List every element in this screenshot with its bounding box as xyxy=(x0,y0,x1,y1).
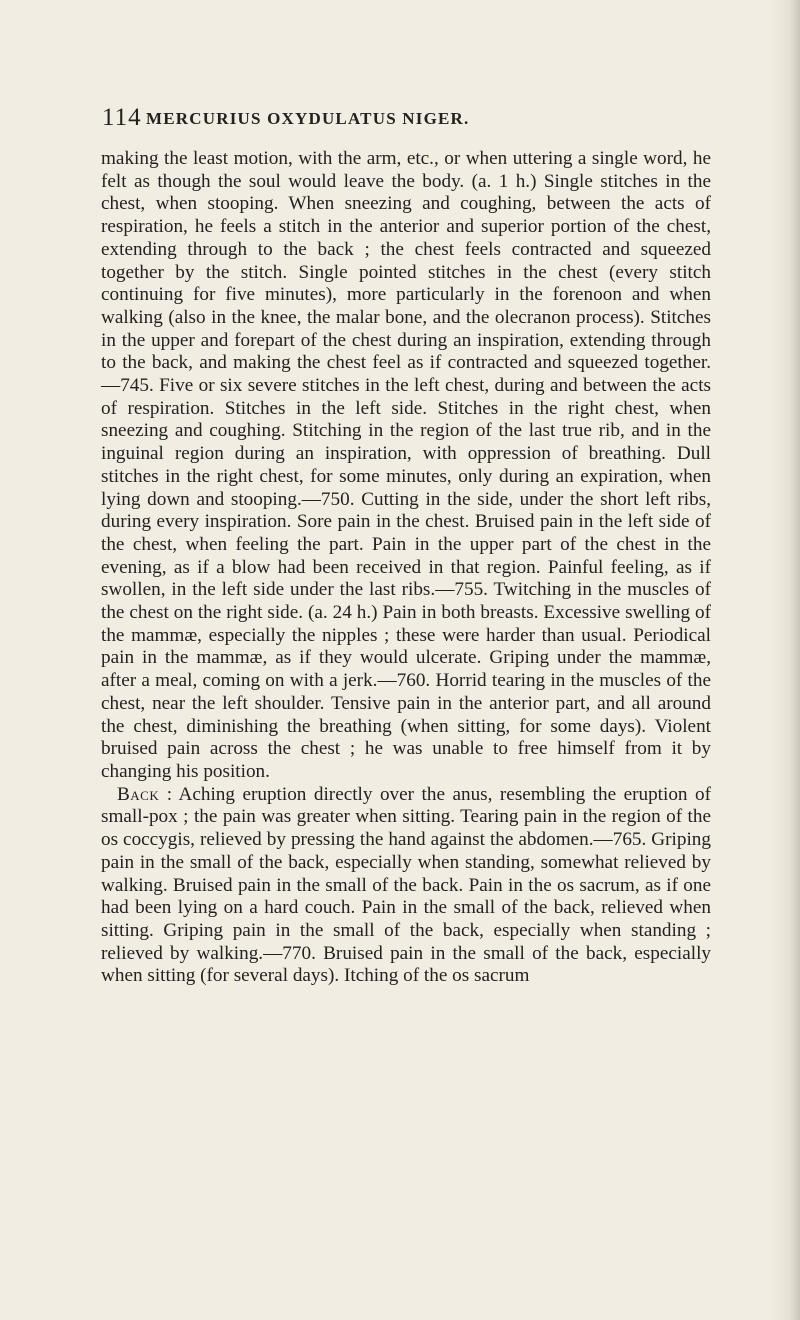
page-number: 114 xyxy=(102,104,142,131)
chest-paragraph: making the least motion, with the arm, etc., or when uttering a single word, he felt as though the soul would leave the body. (a. 1 h.) Single stitches in the chest, when stooping. When sneezing and coughing, between the acts of respiration, he feels a stitch in the anterior and superior portion of the chest, extending through to the back ; the chest feels contracted and squeezed together by the stitch. Single pointed stitches in the chest (every stitch continuing for five minutes), more particularly in the forenoon and when walking (also in the knee, the malar bone, and the olecranon process). Stitches in the upper and forepart of the chest during an inspiration, extending through to the back, and making the chest feel as if contracted and squeezed together.—745. Five or six severe stitches in the left chest, during and between the acts of respiration. Stitches in the left side. Stitches in the right chest, when sneezing and coughing. Stitching in the region of the last true rib, and in the inguinal region during an inspiration, with oppression of breathing. Dull stitches in the right chest, for some minutes, only during an expiration, when lying down and stooping.—750. Cutting in the side, under the short left ribs, during every inspiration. Sore pain in the chest. Bruised pain in the left side of the chest, when feeling the part. Pain in the upper part of the chest in the evening, as if a blow had been received in that region. Painful feeling, as if swollen, in the left side under the last ribs.—755. Twitching in the muscles of the chest on the right side. (a. 24 h.) Pain in both breasts. Excessive swelling of the mammæ, especially the nipples ; these were harder than usual. Periodical pain in the mammæ, as if they would ulcerate. Griping under the mammæ, after a meal, coming on with a jerk.—760. Horrid tearing in the muscles of the chest, near the left shoulder. Tensive pain in the anterior part, and all around the chest, diminishing the breathing (when sitting, for some days). Violent bruised pain across the chest ; he was unable to free himself from it by changing his position. xyxy=(101,148,711,782)
page-header xyxy=(102,104,722,144)
back-paragraph-text: : Aching eruption directly over the anus, resembling the eruption of small-pox ; the pain was greater when sitting. Tearing pain in the region of the os coccygis, relieved by pressing the hand against the abdomen.—765. Griping pain in the small of the back, especially when standing, somewhat relieved by walking. Bruised pain in the small of the back. Pain in the os sacrum, as if one had been lying on a hard couch. Pain in the small of the back, relieved when sitting. Griping pain in the small of the back, especially when standing ; relieved by walking.—770. Bruised pain in the small of the back, especially when sitting (for several days). Itching of the os sacrum xyxy=(101,783,711,987)
back-section-heading: Back xyxy=(117,783,160,805)
body-text xyxy=(101,148,711,988)
back-paragraph xyxy=(101,784,711,988)
running-title: MERCURIUS OXYDULATUS NIGER. xyxy=(146,109,470,128)
